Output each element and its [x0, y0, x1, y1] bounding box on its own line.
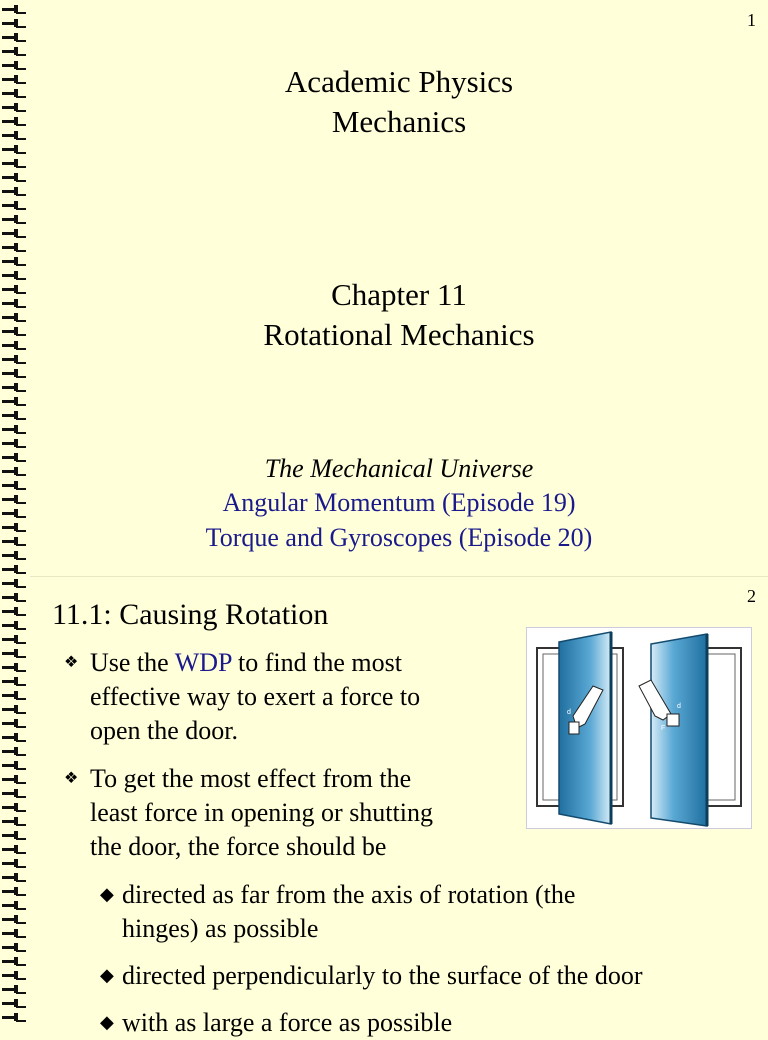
door-panel-right	[651, 634, 707, 826]
wdp-link[interactable]: WDP	[174, 648, 232, 677]
door-torque-figure	[526, 627, 752, 829]
bullet-text-line: the door, the force should be	[90, 832, 387, 861]
sub-bullet-text: directed perpendicularly to the surface of the door	[122, 961, 643, 990]
section-title: 11.1: Causing Rotation	[52, 598, 329, 631]
bullet-text-line: effective way to exert a force to	[90, 682, 421, 711]
episode-link-19[interactable]: Angular Momentum (Episode 19)	[222, 488, 576, 517]
sub-bullet-text: hinges) as possible	[122, 914, 319, 943]
diamond-bullet-icon: ◆	[100, 884, 114, 904]
sub-bullet-text: with as large a force as possible	[122, 1008, 453, 1037]
bullet-text-line: open the door.	[90, 716, 239, 745]
bullet-text-line: least force in opening or shutting	[90, 798, 433, 827]
slide-2	[0, 576, 768, 1037]
bullet-text: Use the	[90, 648, 175, 677]
page-number: 1	[747, 10, 756, 30]
door-illustration	[527, 628, 751, 828]
distance-label-right: d	[677, 703, 681, 710]
force-label-left: F	[553, 727, 558, 734]
diamond-bullet-icon: ◆	[100, 965, 114, 985]
bullet-text-line: To get the most effect from the	[90, 764, 412, 793]
page-number: 2	[747, 586, 756, 606]
chapter-title: Rotational Mechanics	[263, 317, 535, 352]
force-label-right: F	[661, 725, 666, 732]
bullet-diamond-icon: ❖	[64, 654, 79, 671]
handle-left	[569, 722, 579, 734]
door-panel-left	[559, 632, 611, 824]
course-subtitle: Mechanics	[331, 104, 467, 139]
chapter-number: Chapter 11	[331, 277, 467, 312]
episode-link-20[interactable]: Torque and Gyroscopes (Episode 20)	[205, 523, 593, 552]
series-title: The Mechanical Universe	[264, 454, 534, 483]
course-title: Academic Physics	[284, 64, 514, 99]
bullet-text-line	[90, 646, 402, 680]
handle-right	[667, 714, 679, 726]
bullet-text: to find the most	[231, 648, 402, 677]
bullet-diamond-icon: ❖	[64, 770, 79, 787]
distance-label-left: d	[567, 709, 571, 716]
diamond-bullet-icon: ◆	[100, 1012, 114, 1032]
sub-bullet-text: directed as far from the axis of rotation (the	[122, 880, 576, 909]
